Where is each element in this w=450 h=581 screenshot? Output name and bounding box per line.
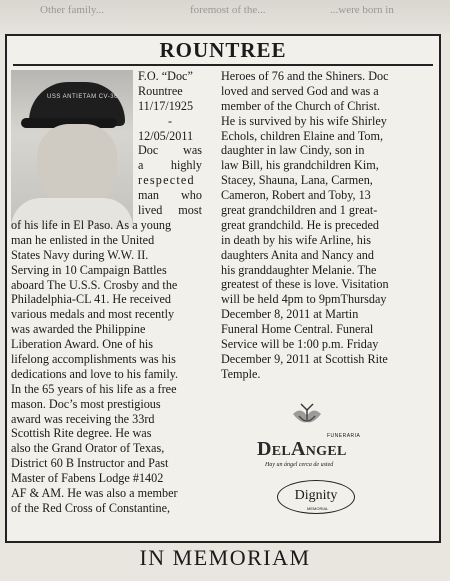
right-column-line: his granddaughter Melanie. The bbox=[221, 262, 377, 277]
right-column-line: December 9, 2011 at Scottish Rite bbox=[221, 351, 388, 366]
name-dates-block bbox=[138, 69, 202, 218]
left-column-line: AF & AM. He was also a member bbox=[11, 486, 178, 501]
obituary-heading: ROUNTREE bbox=[159, 38, 287, 62]
heading-rule bbox=[13, 64, 433, 66]
left-column-line: lifelong accomplishments was his bbox=[11, 352, 176, 367]
left-column-line: various medals and most recently bbox=[11, 307, 175, 322]
left-column-line: man he enlisted in the United bbox=[11, 232, 155, 247]
narrow-line-2: a highly bbox=[138, 158, 202, 173]
right-column-line: loved and served God and was a bbox=[221, 83, 379, 98]
right-column-line: member of the Church of Christ. bbox=[221, 98, 381, 113]
birth-date: 11/17/1925 bbox=[138, 98, 194, 113]
right-column-line: great grandchild. He is preceded bbox=[221, 217, 380, 232]
date-dash: - bbox=[167, 113, 173, 128]
left-column-line: also the Grand Orator of Texas, bbox=[11, 441, 165, 456]
left-column-line: District 60 B Instructor and Past bbox=[11, 456, 169, 471]
left-column-line: aboard The U.S.S. Crosby and the bbox=[11, 277, 178, 292]
left-column-line: of his life in El Paso. As a young bbox=[11, 218, 172, 232]
death-date: 12/05/2011 bbox=[138, 128, 194, 143]
left-column-line: dedications and love to his family. bbox=[11, 366, 179, 381]
right-column-line: Cameron, Robert and Toby, 13 bbox=[221, 188, 371, 203]
narrow-line-1: Doc was bbox=[138, 143, 202, 158]
left-column-line: In the 65 years of his life as a free bbox=[11, 381, 177, 396]
left-column-line: Liberation Award. One of his bbox=[11, 337, 154, 352]
right-column-line: Service will be 1:00 p.m. Friday bbox=[221, 337, 379, 352]
bleed-text-3: ...were born in bbox=[330, 4, 394, 16]
delangel-logo-text: DelAngel bbox=[257, 438, 347, 460]
right-column-line: in death by his wife Arline, his bbox=[221, 232, 371, 247]
right-column-line: Temple. bbox=[221, 366, 261, 381]
obituary-frame bbox=[5, 34, 441, 543]
funeraria-label: FUNERARIA bbox=[327, 433, 361, 439]
left-column-line: mason. Doc’s most prestigious bbox=[11, 396, 161, 411]
left-column-line: award was receiving the 33rd bbox=[11, 411, 155, 426]
left-column-line: States Navy during W.W. II. bbox=[11, 247, 149, 262]
left-column-line: Master of Fabens Lodge #1402 bbox=[11, 471, 164, 486]
right-column-line: will be held 4pm to 9pmThursday bbox=[221, 292, 387, 307]
bottom-rule bbox=[5, 541, 441, 543]
surname-line: Rountree bbox=[138, 83, 183, 98]
left-column-line: of the Red Cross of Constantine, bbox=[11, 500, 171, 515]
left-column-line: Scottish Rite degree. He was bbox=[11, 426, 152, 441]
bleed-text-2: foremost of the... bbox=[190, 4, 266, 16]
right-column-line: Stacey, Shauna, Lana, Carmen, bbox=[221, 173, 373, 188]
right-column-line: law Bill, his grandchildren Kim, bbox=[221, 158, 379, 173]
right-column-line: Funeral Home Central. Funeral bbox=[221, 322, 374, 337]
in-memoriam-heading: IN MEMORIAM bbox=[139, 545, 311, 570]
right-column-body bbox=[221, 69, 431, 382]
right-column-line: greatest of these is love. Visitation bbox=[221, 277, 389, 292]
left-column-body bbox=[11, 218, 203, 516]
right-column-line: Heroes of 76 and the Shiners. Doc bbox=[221, 69, 389, 83]
dignity-sub-label: MEMORIAL bbox=[307, 506, 329, 511]
right-column-line: great grandchildren and 1 great- bbox=[221, 203, 378, 218]
delangel-tagline: Hay un ángel cerca de usted bbox=[265, 462, 334, 468]
right-column-line: Echols, children Elaine and Tom, bbox=[221, 128, 384, 143]
face bbox=[37, 124, 117, 206]
left-column-line: was awarded the Philippine bbox=[11, 322, 146, 337]
right-column-line: daughter in law Cindy, son in bbox=[221, 143, 365, 158]
narrow-line-4: man who bbox=[138, 188, 202, 203]
right-column-line: December 8, 2011 at Martin bbox=[221, 307, 359, 322]
narrow-line-3: respected bbox=[138, 173, 195, 188]
right-column-line: He is survived by his wife Shirley bbox=[221, 113, 387, 128]
narrow-line-5: lived most bbox=[138, 203, 202, 218]
bleed-text-1: Other family... bbox=[40, 4, 105, 16]
dignity-logo: Dignity bbox=[277, 480, 355, 514]
left-column-line: Philadelphia-CL 41. He received bbox=[11, 292, 171, 307]
left-column-line: Serving in 10 Campaign Battles bbox=[11, 262, 167, 277]
right-column-line: daughters Anita and Nancy and bbox=[221, 247, 374, 262]
adjacent-page-bleed bbox=[0, 0, 450, 34]
cap-text: USS ANTIETAM CV-36 bbox=[47, 94, 118, 100]
portrait-photo bbox=[11, 70, 133, 228]
name-line: F.O. “Doc” bbox=[138, 69, 193, 83]
